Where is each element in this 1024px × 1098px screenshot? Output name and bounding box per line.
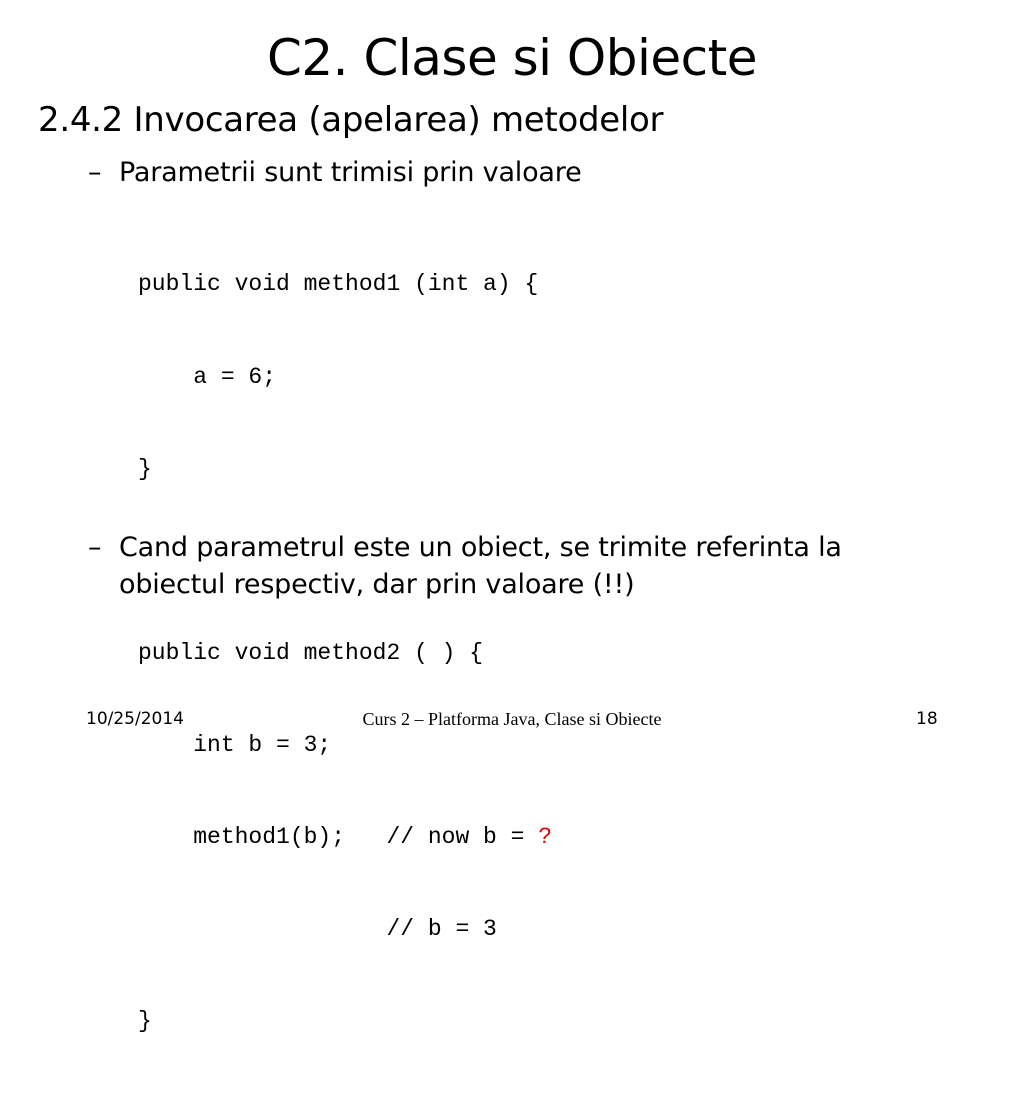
bullet-dash: – — [88, 157, 102, 188]
question-mark: ? — [538, 823, 553, 850]
bullet-text: Parametrii sunt trimisi prin valoare — [119, 157, 582, 188]
code-line: // b = 3 — [138, 916, 497, 943]
code-line: public void method1 (int a) { — [138, 271, 539, 298]
bullet-parameters-by-value — [88, 154, 688, 191]
code-line-text: method1(b); // now b = — [138, 823, 539, 850]
code-block — [138, 208, 552, 1098]
bullet-dash: – — [88, 532, 102, 563]
code-line: int b = 3; — [138, 731, 332, 758]
footer-course-title: Curs 2 – Platforma Java, Clase si Obiecte — [362, 709, 662, 729]
code-line-with-question — [138, 822, 552, 853]
section-heading: 2.4.2 Invocarea (apelarea) metodelor — [38, 100, 664, 140]
footer-page-number: 18 — [916, 709, 938, 729]
code-line: public void method2 ( ) { — [138, 639, 484, 666]
bullet-object-reference — [88, 529, 968, 609]
code-line: } — [138, 455, 152, 482]
footer-date: 10/25/2014 — [86, 709, 184, 729]
bullet-text-line1: Cand parametrul este un obiect, se trimite referinta la — [119, 532, 842, 563]
code-line: a = 6; — [138, 363, 277, 390]
slide-title: C2. Clase si Obiecte — [266, 29, 758, 87]
code-line: } — [138, 1008, 152, 1035]
bullet-text-line2: obiectul respectiv, dar prin valoare (!!) — [119, 569, 635, 600]
